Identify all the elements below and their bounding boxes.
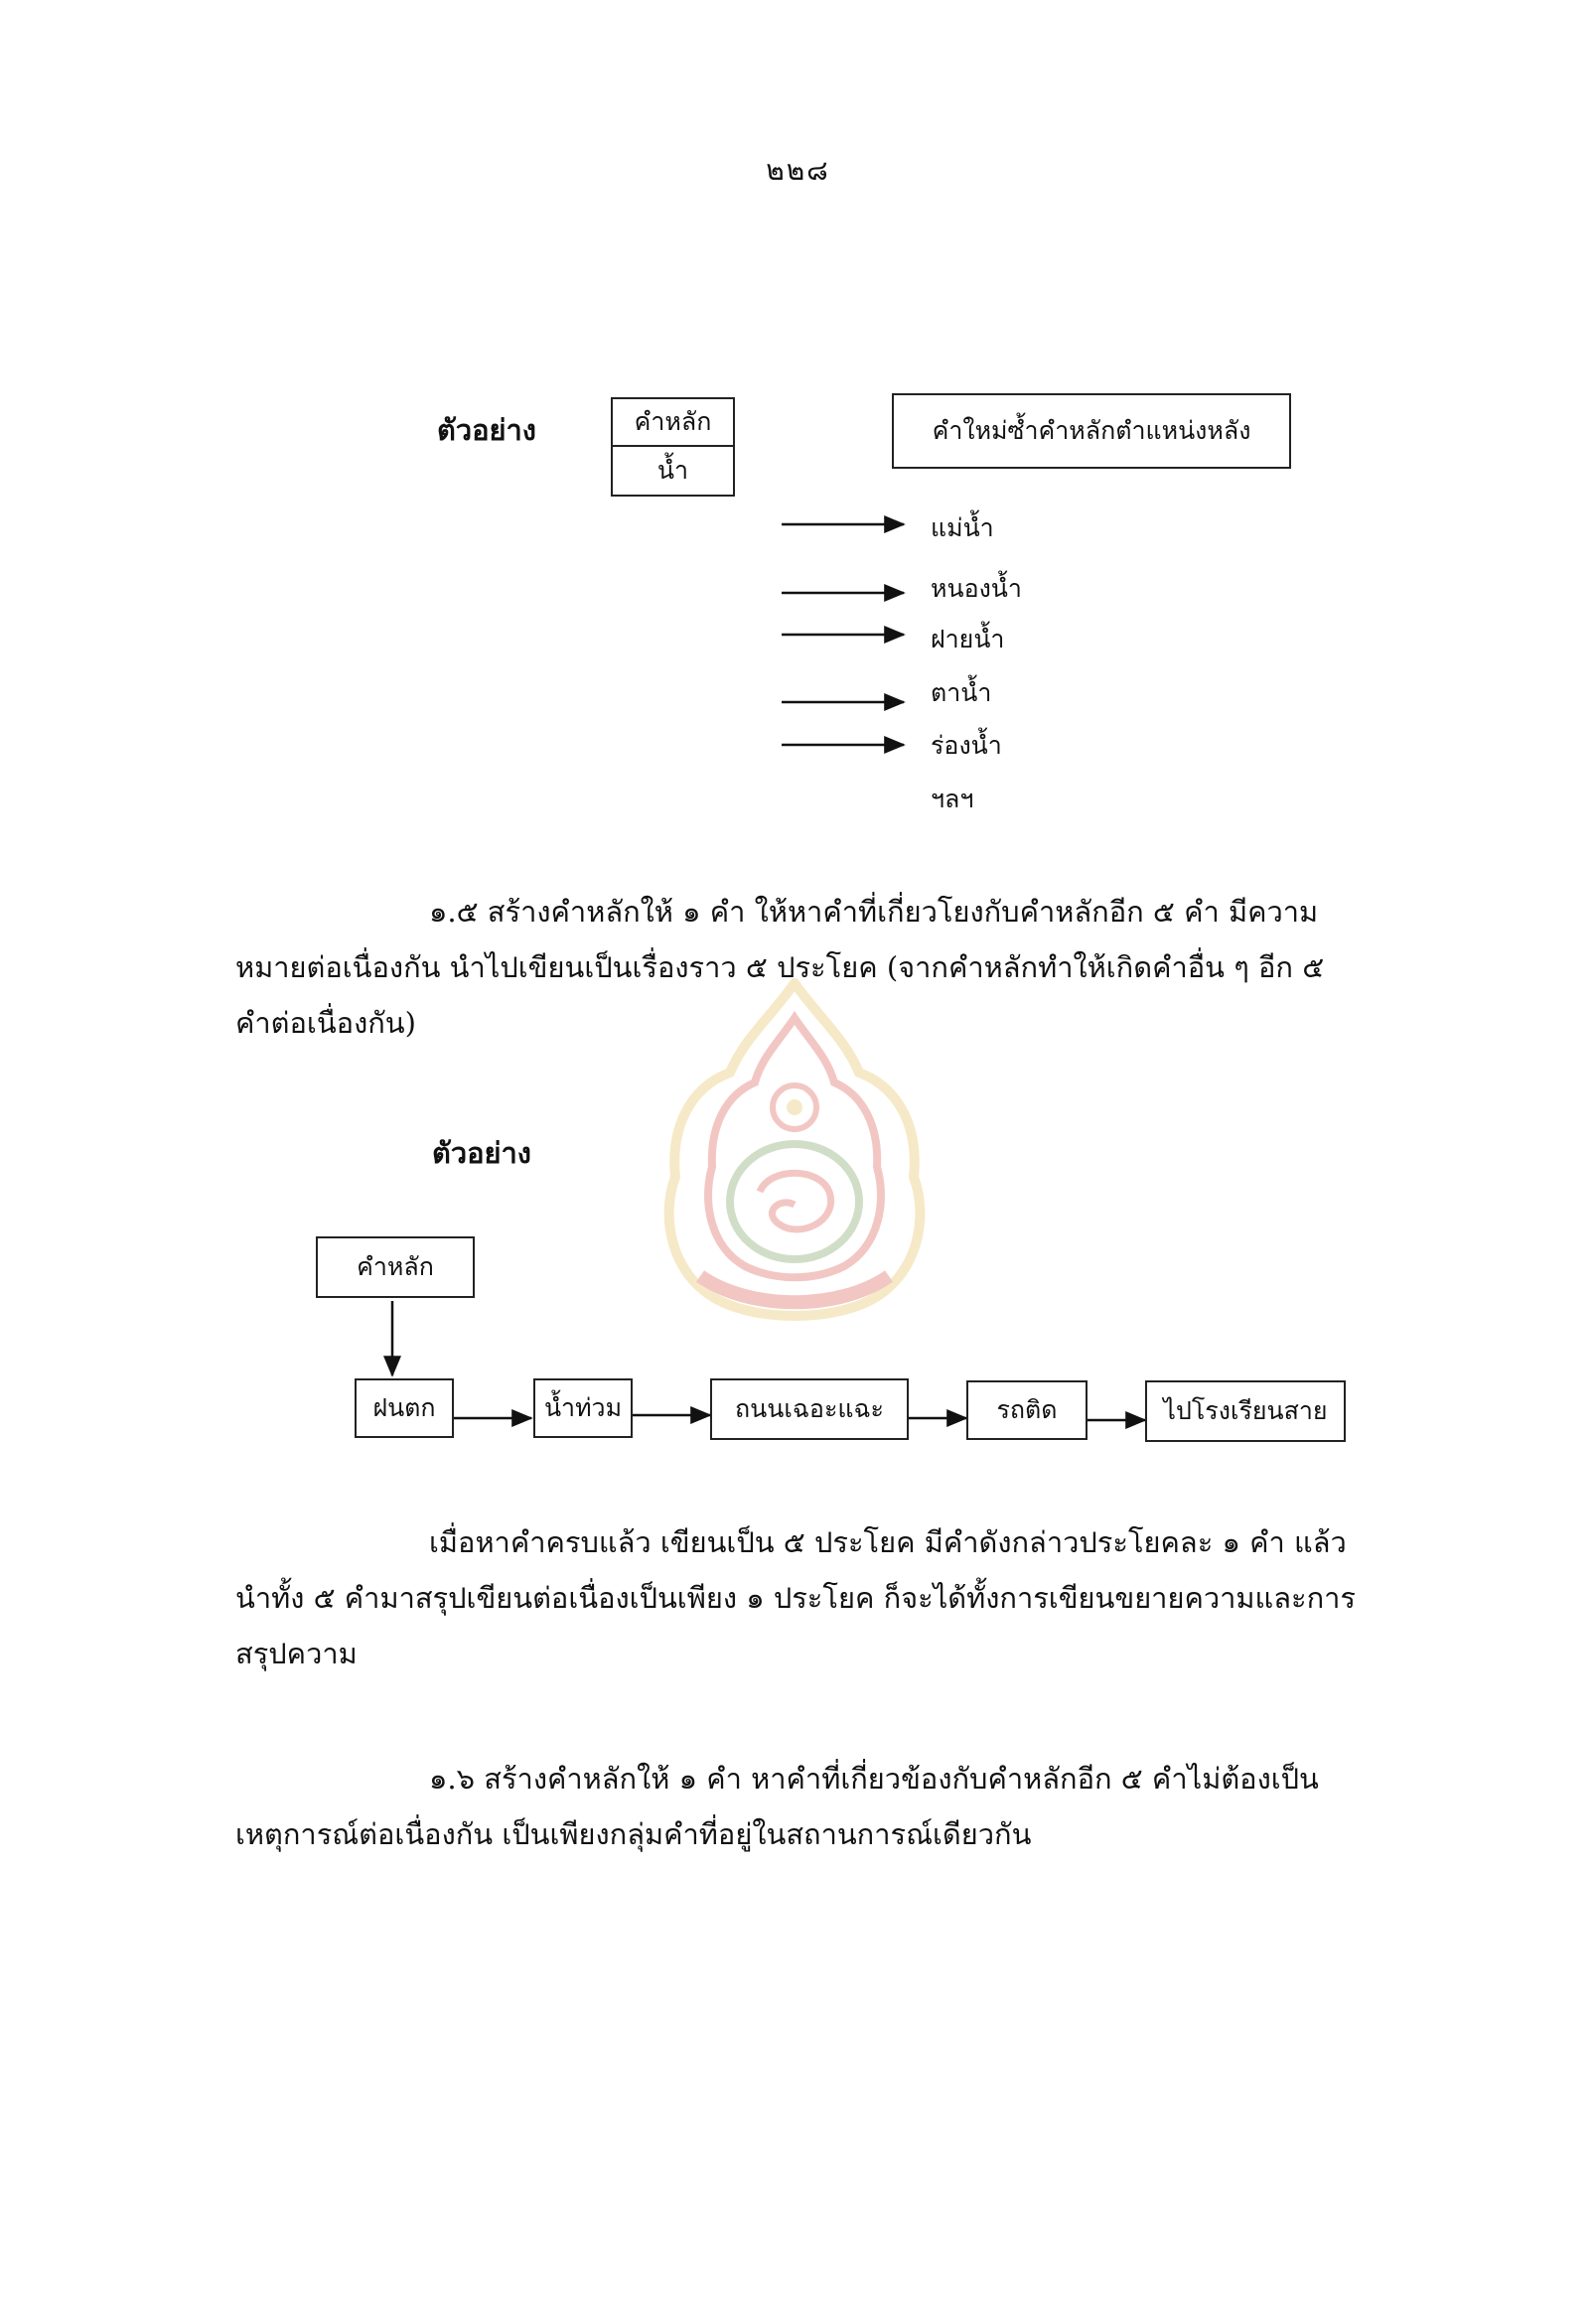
- new-words-header: คำใหม่ซ้ำคำหลักตำแหน่งหลัง: [932, 416, 1251, 445]
- chain-word-box-1: [355, 1378, 454, 1438]
- page-number: ๒๒๘: [766, 154, 830, 187]
- example-2-label: ตัวอย่าง: [432, 1136, 531, 1170]
- chain-word-3: ถนนเฉอะแฉะ: [735, 1394, 884, 1423]
- chain-main-word-header: คำหลัก: [357, 1252, 434, 1281]
- chain-word-4: รถติด: [996, 1395, 1058, 1424]
- etc-marker: ฯลฯ: [931, 785, 974, 813]
- paragraph-1-5-text: ๑.๕ สร้างคำหลักให้ ๑ คำ ให้หาคำที่เกี่ยวโยงกับคำหลักอีก ๕ คำ มีความหมายต่อเนื่องกัน นำไปเขียนเป็นเรื่องราว ๕ ประโยค (จากคำหลักทำให้เกิดคำอื่น ๆ อีก ๕ คำต่อเนื่องกัน): [235, 895, 1325, 1040]
- new-word-5: ร่องน้ำ: [931, 731, 1002, 760]
- chain-word-5: ไปโรงเรียนสาย: [1163, 1396, 1328, 1425]
- paragraph-1-6: [235, 1751, 1358, 1862]
- paragraph-summary-text: เมื่อหาคำครบแล้ว เขียนเป็น ๕ ประโยค มีคำดังกล่าวประโยคละ ๑ คำ แล้วนำทั้ง ๕ คำมาสรุปเขียนต่อเนื่องเป็นเพียง ๑ ประโยค ก็จะได้ทั้งการเขียนขยายความและการสรุปความ: [235, 1525, 1356, 1670]
- paragraph-1-6-text: ๑.๖ สร้างคำหลักให้ ๑ คำ หาคำที่เกี่ยวข้องกับคำหลักอีก ๕ คำไม่ต้องเป็นเหตุการณ์ต่อเนื่องกัน เป็นเพียงกลุ่มคำที่อยู่ในสถานการณ์เดียวกัน: [235, 1762, 1319, 1851]
- new-word-3: ฝายน้ำ: [931, 625, 1005, 653]
- chain-word-2: น้ำท่วม: [543, 1393, 623, 1422]
- main-word-header: คำหลัก: [634, 407, 712, 436]
- chain-word-box-4: [966, 1380, 1088, 1440]
- paragraph-summary: [235, 1514, 1358, 1681]
- chain-word-box-2: [533, 1378, 633, 1438]
- new-word-2: หนองน้ำ: [931, 574, 1022, 603]
- chain-word-box-3: [710, 1378, 909, 1440]
- chain-word-1: ฝนตก: [372, 1393, 436, 1422]
- new-word-4: ตาน้ำ: [931, 678, 992, 707]
- paragraph-1-5: [235, 884, 1358, 1051]
- example-1-label: ตัวอย่าง: [437, 413, 536, 447]
- main-word: น้ำ: [656, 456, 689, 485]
- new-word-1: แม่น้ำ: [931, 513, 994, 542]
- chain-word-box-5: [1145, 1380, 1346, 1442]
- chain-main-word-box: [316, 1236, 475, 1298]
